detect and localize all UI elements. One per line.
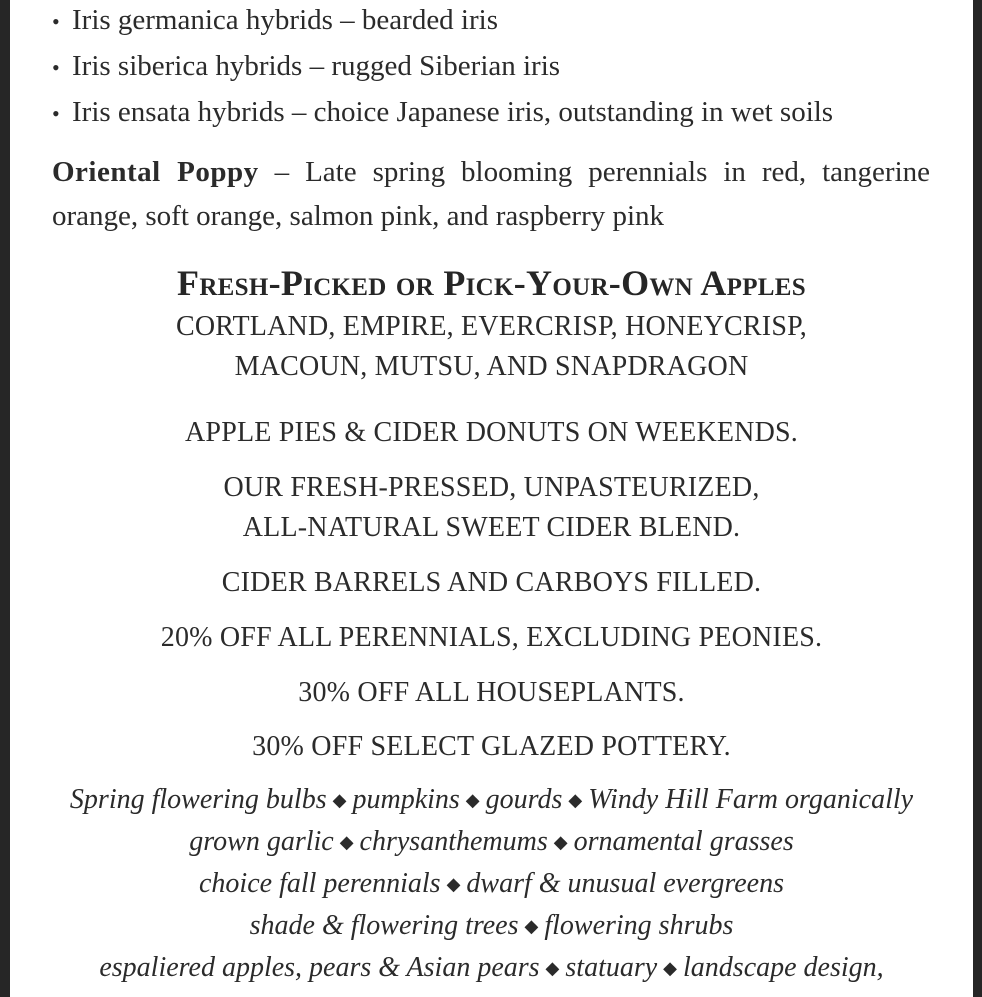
cider-notice-line-2: ALL-NATURAL SWEET CIDER BLEND.	[242, 512, 741, 543]
diamond-separator-icon: ◆	[332, 790, 347, 810]
cider-notice-line-1: OUR FRESH-PRESSED, UNPASTEURIZED,	[223, 472, 760, 503]
left-border	[0, 0, 10, 997]
diamond-separator-icon: ◆	[553, 832, 568, 852]
apple-varieties-line-2: MACOUN, MUTSU, AND SNAPDRAGON	[234, 351, 749, 382]
list-item: • Iris germanica hybrids – bearded iris	[52, 0, 833, 44]
iris-list	[52, 0, 833, 136]
diamond-separator-icon: ◆	[339, 832, 354, 852]
diamond-separator-icon: ◆	[524, 916, 539, 936]
diamond-separator-icon: ◆	[663, 958, 678, 978]
right-border	[973, 0, 982, 997]
flyer-page	[10, 0, 973, 997]
list-item: • Iris ensata hybrids – choice Japanese iris, outstanding in wet soils	[52, 90, 833, 136]
apple-varieties-line-1: CORTLAND, EMPIRE, EVERCRISP, HONEYCRISP,	[176, 311, 807, 342]
barrels-notice: CIDER BARRELS AND CARBOYS FILLED.	[221, 567, 762, 598]
diamond-separator-icon: ◆	[545, 958, 560, 978]
offerings-line-3: choice fall perennials ◆ dwarf & unusual evergreens	[199, 868, 784, 899]
houseplants-sale: 30% OFF ALL HOUSEPLANTS.	[298, 677, 685, 708]
diamond-separator-icon: ◆	[568, 790, 583, 810]
list-item: • Iris siberica hybrids – rugged Siberian iris	[52, 44, 833, 90]
poppy-name: Oriental Poppy	[52, 156, 259, 188]
offerings-list	[10, 780, 973, 990]
offerings-line-5: espaliered apples, pears & Asian pears ◆ statuary ◆ landscape design,	[99, 952, 884, 983]
pottery-sale: 30% OFF SELECT GLAZED POTTERY.	[252, 731, 731, 762]
bullet-icon: •	[52, 55, 60, 80]
diamond-separator-icon: ◆	[465, 790, 480, 810]
poppy-description: – Late spring blooming perennials in red, tangerine orange, soft orange, salmon pink, and raspberry pink	[52, 156, 931, 232]
apples-heading: Fresh-Picked or Pick-Your-Own Apples	[177, 263, 806, 303]
bullet-icon: •	[52, 9, 60, 34]
poppy-paragraph	[52, 150, 930, 238]
offerings-line-4: shade & flowering trees ◆ flowering shrubs	[249, 910, 734, 941]
perennials-sale: 20% OFF ALL PERENNIALS, EXCLUDING PEONIES.	[160, 622, 823, 653]
offerings-line-1: Spring flowering bulbs ◆ pumpkins ◆ gourds ◆ Windy Hill Farm organically	[69, 784, 914, 815]
offerings-line-2: grown garlic ◆ chrysanthemums ◆ ornamental grasses	[189, 826, 794, 857]
diamond-separator-icon: ◆	[446, 874, 461, 894]
pies-donuts-notice: APPLE PIES & CIDER DONUTS ON WEEKENDS.	[185, 417, 798, 448]
bullet-icon: •	[52, 101, 60, 126]
